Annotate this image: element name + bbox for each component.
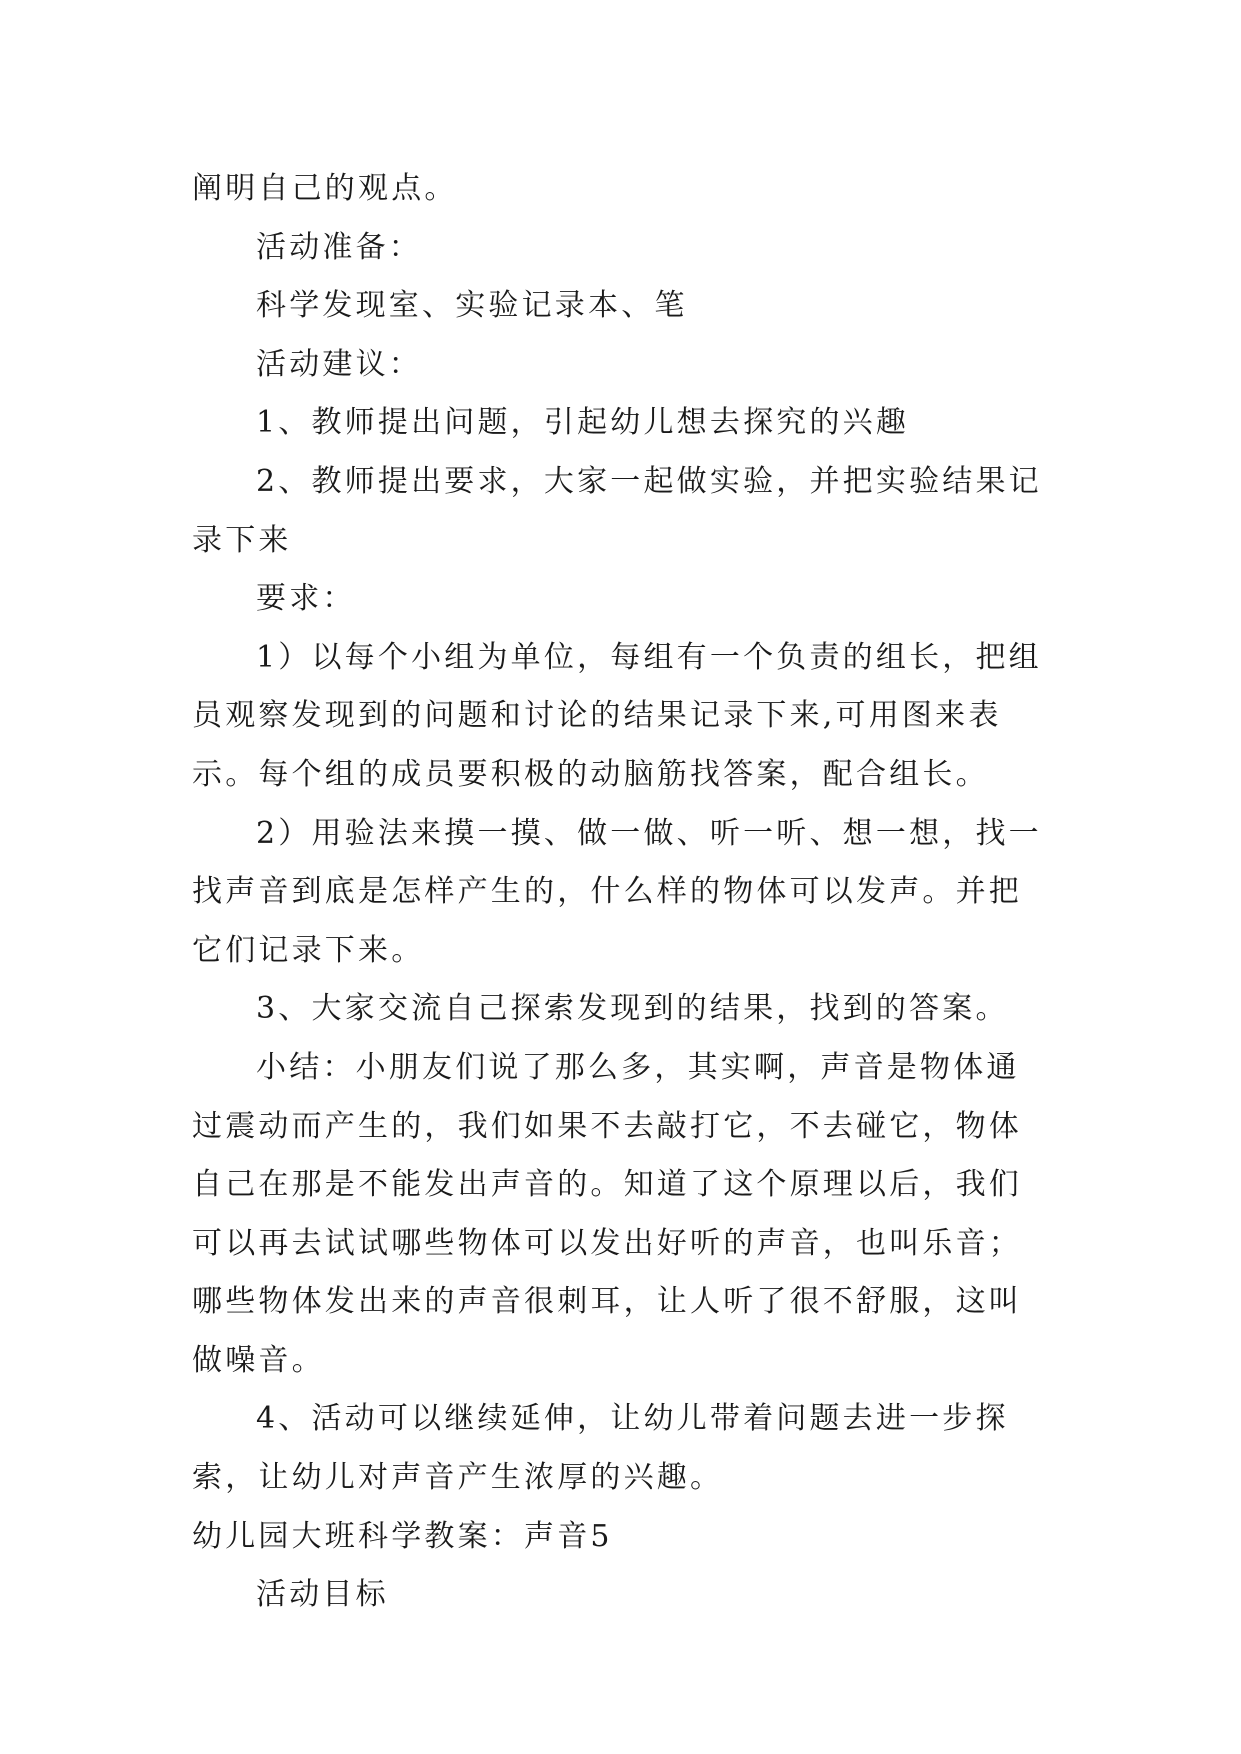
- paragraph-summary: 小结：小朋友们说了那么多，其实啊，声音是物体通过震动而产生的，我们如果不去敲打它，不去碰它，物体自己在那是不能发出声音的。知道了这个原理以后，我们可以再去试试哪些物体可以发出好听的声音，也叫乐音；哪些物体发出来的声音很刺耳，让人听了很不舒服，这叫做噪音。: [192, 1049, 1022, 1378]
- paragraph-step-3: 3、大家交流自己探索发现到的结果，找到的答案。: [256, 991, 1009, 1027]
- paragraph-continuation: 阐明自己的观点。: [192, 171, 458, 206]
- paragraph-requirement-2: 2）用验法来摸一摸、做一做、听一听、想一想，找一找声音到底是怎样产生的，什么样的物体可以发声。并把它们记录下来。: [192, 815, 1042, 968]
- paragraph-step-2: 2、教师提出要求，大家一起做实验，并把实验结果记录下来: [192, 463, 1042, 558]
- paragraph-step-4: 4、活动可以继续延伸，让幼儿带着问题去进一步探索，让幼儿对声音产生浓厚的兴趣。: [192, 1401, 1009, 1496]
- section-heading-goals: 活动目标: [256, 1577, 389, 1613]
- paragraph-requirement-1: 1）以每个小组为单位，每组有一个负责的组长，把组员观察发现到的问题和讨论的结果记录下来,可用图来表示。每个组的成员要积极的动脑筋找答案，配合组长。: [192, 639, 1042, 792]
- section-heading-requirements: 要求：: [256, 581, 356, 617]
- document-body: [192, 160, 1052, 1625]
- section-heading-suggestions: 活动建议：: [256, 346, 422, 382]
- document-section-title: 幼儿园大班科学教案：声音5: [192, 1518, 613, 1554]
- section-heading-preparation: 活动准备：: [256, 229, 422, 265]
- paragraph-step-1: 1、教师提出问题，引起幼儿想去探究的兴趣: [256, 405, 910, 441]
- paragraph-materials: 科学发现室、实验记录本、笔: [256, 288, 688, 324]
